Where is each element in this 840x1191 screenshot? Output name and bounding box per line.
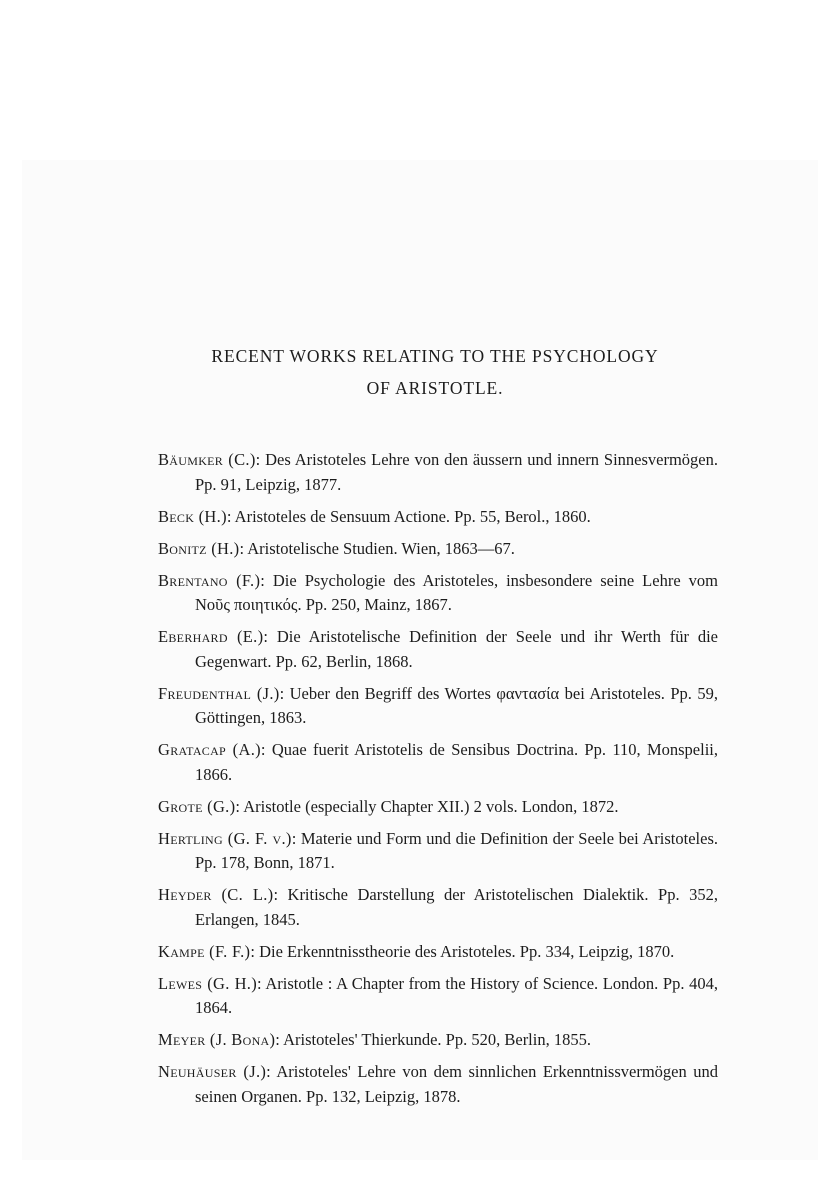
title-line-2: OF ARISTOTLE. <box>366 378 504 398</box>
entry-author: Lewes (G. H.) <box>158 973 258 993</box>
entry-text: : Materie und Form und die Definition der Seele bei Aristoteles. Pp. 178, Bonn, 1871. <box>195 828 718 872</box>
entry-text: : Des Aristoteles Lehre von den äussern und innern Sinnesvermögen. Pp. 91, Leipzig, 1877. <box>195 450 718 494</box>
entry-text: : Aristoteles de Sensuum Actione. Pp. 55, Berol., 1860. <box>226 506 591 526</box>
bibliography-entry <box>158 505 718 530</box>
entry-text: : Ueber den Begriff des Wortes φαντασία bei Aristoteles. Pp. 59, Göttingen, 1863. <box>195 683 718 727</box>
entry-text: : Die Aristotelische Definition der Seele und ihr Werth für die Gegenwart. Pp. 62, Berlin, 1868. <box>195 627 718 671</box>
entry-author: Grote (G.) <box>158 796 236 816</box>
entry-author: Kampe (F. F.) <box>158 941 251 961</box>
entry-text: : Aristoteles' Thierkunde. Pp. 520, Berlin, 1855. <box>275 1030 591 1049</box>
entry-text: : Quae fuerit Aristotelis de Sensibus Doctrina. Pp. 110, Monspelii, 1866. <box>195 740 718 784</box>
entry-text: : Die Psychologie des Aristoteles, insbesondere seine Lehre vom Νοῦς ποιητικός. Pp. 250, Mainz, 1867. <box>195 570 718 614</box>
bibliography-entry <box>158 569 718 618</box>
entry-author: Bonitz (H.) <box>158 538 240 558</box>
bibliography-entry <box>158 883 718 932</box>
bibliography-entry <box>158 940 718 965</box>
bibliography-entry <box>158 1060 718 1109</box>
bibliography-entry <box>158 625 718 674</box>
entry-author: Freudenthal (J.) <box>158 683 280 703</box>
entry-author: Gratacap (A.) <box>158 740 261 759</box>
entry-author: Bäumker (C.) <box>158 450 256 469</box>
bibliography-entry <box>158 682 718 731</box>
bibliography-entry <box>158 795 718 820</box>
entry-text: : Kritische Darstellung der Aristotelischen Dialektik. Pp. 352, Erlangen, 1845. <box>195 885 718 929</box>
entry-author: Brentano (F.) <box>158 570 261 590</box>
bibliography-entry <box>158 738 718 787</box>
entry-text: : Aristoteles' Lehre von dem sinnlichen Erkenntnissvermögen und seinen Organen. Pp. 132, Leipzig, 1878. <box>195 1062 718 1106</box>
entry-author: Meyer (J. Bona) <box>158 1030 276 1049</box>
bibliography-entry <box>158 827 718 876</box>
entry-author: Hertling (G. F. v.) <box>158 828 292 848</box>
entry-author: Heyder (C. L.) <box>158 885 274 904</box>
entry-text: : Aristotle : A Chapter from the History of Science. London. Pp. 404, 1864. <box>195 973 718 1017</box>
bibliography-entry <box>158 1028 718 1053</box>
bibliography-entry <box>158 972 718 1021</box>
bibliography-entry <box>158 448 718 497</box>
entry-text: : Aristotle (especially Chapter XII.) 2 vols. London, 1872. <box>235 796 619 816</box>
entry-author: Neuhäuser (J.) <box>158 1062 267 1081</box>
entry-author: Beck (H.) <box>158 506 227 526</box>
title-line-1: RECENT WORKS RELATING TO THE PSYCHOLOGY <box>211 346 659 366</box>
entry-text: : Aristotelische Studien. Wien, 1863—67. <box>239 538 515 558</box>
bibliography-entry <box>158 537 718 562</box>
entry-author: Eberhard (E.) <box>158 627 264 646</box>
entry-text: : Die Erkenntnisstheorie des Aristoteles. Pp. 334, Leipzig, 1870. <box>250 941 675 961</box>
bibliography-list <box>158 448 718 1117</box>
